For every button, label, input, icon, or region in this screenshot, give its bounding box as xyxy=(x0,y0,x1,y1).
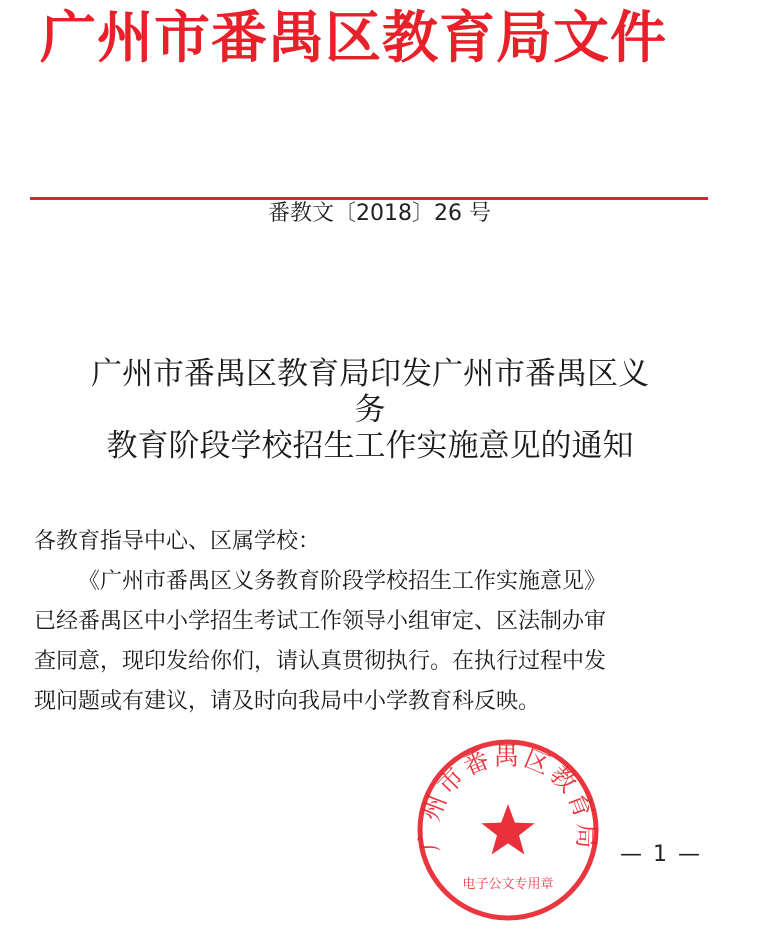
document-header-title: 广州市番禺区教育局文件 xyxy=(40,6,667,71)
document-body xyxy=(34,522,724,722)
document-title-line: 广州市番禺区教育局印发广州市番禺区义 xyxy=(91,356,649,392)
document-title-line: 务 xyxy=(354,392,386,428)
official-seal-stamp xyxy=(414,736,602,924)
seal-arc-text: 广州市番禺区教育局 xyxy=(414,741,602,852)
seal-subtext: 电子公文专用章 xyxy=(462,877,554,892)
salutation: 各教育指导中心、区属学校： xyxy=(34,529,321,554)
body-line: 现问题或有建议，请及时向我局中小学教育科反映。 xyxy=(34,689,541,714)
body-line: 《广州市番禺区义务教育阶段学校招生工作实施意见》 xyxy=(78,569,607,594)
body-line: 查同意，现印发给你们，请认真贯彻执行。在执行过程中发 xyxy=(34,649,607,674)
body-line: 已经番禺区中小学招生考试工作领导小组审定、区法制办审 xyxy=(34,609,607,634)
page-number: — 1 — xyxy=(620,842,702,867)
document-title xyxy=(30,356,710,464)
seal-star-icon xyxy=(481,804,534,855)
document-number: 番教文〔2018〕26 号 xyxy=(268,201,491,226)
document-title-line: 教育阶段学校招生工作实施意见的通知 xyxy=(106,428,634,464)
